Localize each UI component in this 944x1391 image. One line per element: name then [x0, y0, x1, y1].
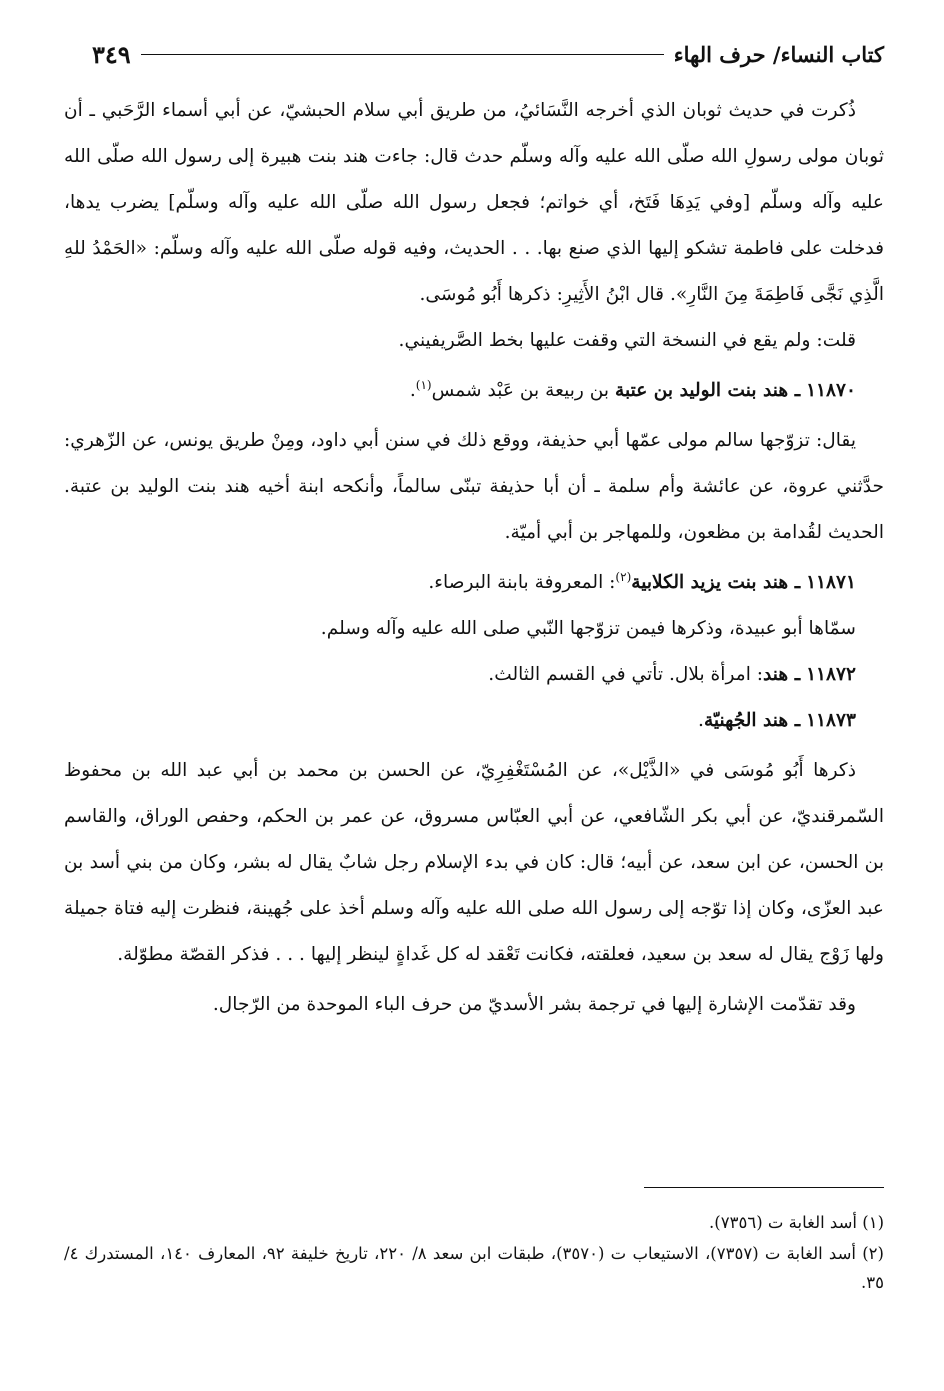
entry-text-11870: يقال: تزوّجها سالم مولى عمّها أبي حذيفة، ووقع ذلك في سنن أبي داود، ومِنْ طريق يونس، عن الزّهري: حدَّثني عروة، عن عائشة وأم سلمة ـ أن أبا حذيفة تبنّى سالماً، وأنكحه ابنة أخيه هند بنت الوليد بن عتبة. الحديث لقُدامة بن مظعون، وللمهاجر بن أبي أميّة. [64, 430, 884, 543]
entry-text-11871: سمّاها أبو عبيدة، وذكرها فيمن تزوّجها النّبي صلى الله عليه وآله وسلم. [320, 618, 856, 639]
entry-dash: ـ [788, 380, 801, 401]
header-rule [141, 54, 664, 55]
footnote-ref-2: (٢) [615, 569, 632, 584]
entry-heading-11871 [64, 560, 884, 606]
footnote-separator [644, 1187, 884, 1188]
entry-number: ١١٨٧٢ [806, 664, 856, 685]
main-text [64, 88, 884, 1028]
entry-name-rest: . [698, 710, 704, 731]
entry-name: هند بنت يزيد الكلابية [631, 572, 789, 593]
entry-dash: ـ [788, 664, 801, 685]
entry-end-dot: . [409, 380, 416, 401]
footnote-2: (٢) أسد الغابة ت (٧٣٥٧)، الاستيعاب ت (٣٥٧٠)، طبقات ابن سعد ٨/ ٢٢٠، تاريخ خليفة ٩٢، المعارف ١٤٠، المستدرك ٤/ ٣٥. [64, 1244, 884, 1292]
entry-dash: ـ [788, 710, 801, 731]
entry-name: هند [763, 664, 789, 685]
entry-dash: ـ [788, 572, 801, 593]
footnote-1: (١) أسد الغابة ت (٧٣٥٦). [709, 1213, 884, 1232]
footnotes [64, 1208, 884, 1299]
entry-name-rest: بن ربيعة بن عَبْد شمس [431, 380, 610, 401]
entry-name: هند بنت الوليد بن عتبة [615, 380, 789, 401]
entry-name-rest: : امرأة بلال. تأتي في القسم الثالث. [488, 664, 764, 685]
entry-heading-11870 [64, 368, 884, 414]
entry-name-rest: : المعروفة بابنة البرصاء. [428, 572, 616, 593]
entry-text-11873: ذكرها أَبُو مُوسَى في «الذَّيْل»، عن المُسْتَغْفِرِيّ، عن الحسن بن محمد بن أبي عبد الله بن محفوظ السّمرقنديّ، عن أبي بكر الشّافعي، عن أبي العبّاس مسروق، عن عمر بن الحكم، وحفص الوراق، والقاسم بن الحسن، عن ابن سعد، عن أبيه؛ قال: كان في بدء الإسلام رجل شابٌ يقال له بشر، وكان من بني أسد بن عبد العزّى، وكان إذا توّجه إلى رسول الله صلى الله عليه وآله وسلم أخذ على جُهينة، فنظرت إليه فتاة جميلة ولها زَوْج يقال له سعد بن سعيد، فعلقته، فكانت تَعْقد له كل غَداةٍ لينظر إليها . . . فذكر القصّة مطوّلة. [64, 760, 884, 965]
entry-name: هند الجُهنيّة [703, 710, 789, 731]
entry-number: ١١٨٧١ [806, 572, 856, 593]
running-header [92, 34, 884, 74]
paragraph-thawban-hadith: ذُكرت في حديث ثوبان الذي أخرجه النَّسَائيُ، من طريق أبي سلام الحبشيّ، عن أبي أسماء الرَّحَبي ـ أن ثوبان مولى رسولِ الله صلّى الله عليه وآله وسلّم حدث قال: جاءت هند بنت هبيرة إلى رسول الله صلّى الله عليه وآله وسلّم [وفي يَدِهَا فَتَخ، أي خواتم؛ فجعل رسول الله صلّى الله عليه وآله وسلّم] يضرب يدها، فدخلت على فاطمة تشكو إليها الذي صنع بها. . . الحديث، وفيه قوله صلّى الله عليه وآله وسلّم: «الحَمْدُ للهِ الَّذِي نَجَّى فَاطِمَةَ مِنَ النَّارِ». قال ابْنُ الأَثِيرِ: ذكرها أَبُو مُوسَى. [64, 100, 884, 305]
page-number: ٣٤٩ [92, 39, 131, 69]
header-title: كتاب النساء/ حرف الهاء [673, 41, 884, 67]
footnote-ref-1: (١) [415, 377, 432, 392]
paragraph-author-note: قلت: ولم يقع في النسخة التي وقفت عليها بخط الصَّريفيني. [398, 330, 856, 351]
entry-number: ١١٨٧٣ [806, 710, 856, 731]
entry-heading-11872 [64, 652, 884, 698]
entry-heading-11873 [64, 698, 884, 744]
entry-text-11873-note: وقد تقدّمت الإشارة إليها في ترجمة بشر الأسديّ من حرف الباء الموحدة من الرّجال. [212, 994, 856, 1015]
entry-number: ١١٨٧٠ [806, 380, 856, 401]
